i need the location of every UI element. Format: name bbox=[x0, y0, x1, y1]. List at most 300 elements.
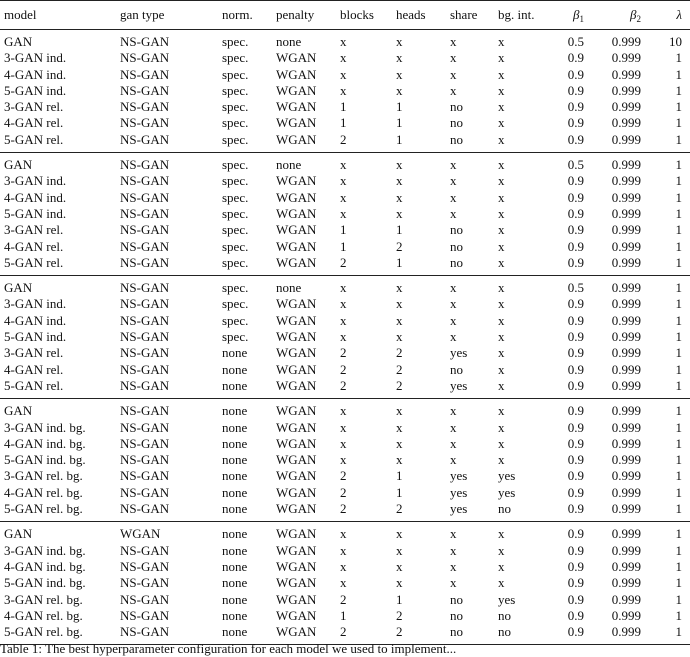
cell-lambda: 1 bbox=[647, 255, 690, 276]
cell-heads: x bbox=[396, 34, 403, 49]
cell-share: no bbox=[450, 607, 463, 623]
cell-norm: spec. bbox=[222, 205, 249, 221]
cell-bg-int: x bbox=[498, 575, 505, 591]
cell-beta1: 0.9 bbox=[567, 173, 584, 189]
cell-blocks: x bbox=[340, 452, 347, 468]
cell-penalty: none bbox=[276, 280, 302, 296]
cell-norm: spec. bbox=[222, 173, 249, 189]
cell-beta1: 0.9 bbox=[567, 222, 584, 238]
cell-penalty: WGAN bbox=[276, 575, 317, 591]
cell-norm: none bbox=[222, 484, 248, 500]
cell-lambda: 1 bbox=[647, 378, 690, 399]
table-row bbox=[0, 420, 690, 436]
cell-beta2: 0.999 bbox=[611, 296, 641, 312]
cell-gan-type: NS-GAN bbox=[120, 361, 170, 377]
cell-heads: x bbox=[396, 312, 403, 328]
cell-penalty: WGAN bbox=[276, 435, 317, 451]
cell-lambda: 1 bbox=[675, 99, 682, 115]
table-row bbox=[0, 399, 690, 420]
cell-bg-int: x bbox=[498, 378, 556, 399]
cell-beta1: 0.9 bbox=[567, 312, 584, 328]
cell-gan-type: NS-GAN bbox=[120, 280, 170, 296]
cell-model: 5-GAN rel. bbox=[0, 132, 120, 153]
cell-beta2: 0.999 bbox=[611, 419, 641, 435]
cell-norm: none bbox=[222, 591, 248, 607]
cell-bg-int: x bbox=[498, 66, 505, 82]
cell-penalty: WGAN bbox=[276, 312, 317, 328]
cell-heads: 2 bbox=[396, 345, 403, 361]
cell-norm: spec. bbox=[222, 99, 249, 115]
cell-share: x bbox=[450, 157, 457, 173]
cell-gan-type: NS-GAN bbox=[120, 624, 222, 645]
cell-penalty: WGAN bbox=[276, 591, 317, 607]
cell-share: no bbox=[450, 115, 463, 131]
cell-heads: 1 bbox=[396, 484, 403, 500]
cell-beta2: 0.999 bbox=[611, 50, 641, 66]
cell-penalty: WGAN bbox=[276, 624, 340, 645]
cell-penalty: WGAN bbox=[276, 329, 317, 345]
cell-bg-int: x bbox=[498, 82, 505, 98]
header-lambda bbox=[647, 1, 690, 30]
header-beta2 bbox=[590, 1, 647, 30]
cell-heads: x bbox=[396, 280, 403, 296]
lambda-symbol: λ bbox=[676, 6, 682, 22]
cell-gan-type: NS-GAN bbox=[120, 115, 170, 131]
cell-share: x bbox=[450, 403, 457, 419]
cell-beta1: 0.9 bbox=[567, 296, 584, 312]
cell-norm: none bbox=[222, 624, 276, 645]
beta1-symbol: β bbox=[573, 6, 580, 22]
cell-gan-type: NS-GAN bbox=[120, 189, 170, 205]
cell-heads: x bbox=[396, 526, 403, 542]
cell-bg-int: x bbox=[498, 238, 505, 254]
cell-norm: none bbox=[222, 403, 248, 419]
table-row bbox=[0, 50, 690, 66]
cell-gan-type: NS-GAN bbox=[120, 558, 170, 574]
cell-lambda: 10 bbox=[669, 34, 682, 49]
cell-beta1: 0.9 bbox=[567, 115, 584, 131]
cell-penalty: WGAN bbox=[276, 222, 317, 238]
cell-norm: none bbox=[222, 526, 248, 542]
cell-beta2: 0.999 bbox=[611, 591, 641, 607]
cell-blocks: 2 bbox=[340, 624, 396, 645]
cell-share: no bbox=[450, 591, 463, 607]
cell-beta1: 0.5 bbox=[567, 34, 584, 49]
cell-model: 3-GAN rel. bbox=[4, 345, 64, 361]
cell-bg-int: x bbox=[498, 157, 505, 173]
cell-model: 4-GAN rel. bbox=[4, 115, 64, 131]
table-row bbox=[0, 378, 690, 399]
cell-blocks: x bbox=[340, 173, 347, 189]
cell-beta2: 0.999 bbox=[590, 255, 647, 276]
table-row bbox=[0, 543, 690, 559]
cell-beta1: 0.9 bbox=[567, 403, 584, 419]
cell-bg-int: x bbox=[498, 419, 505, 435]
cell-gan-type: NS-GAN bbox=[120, 34, 170, 49]
cell-share: no bbox=[450, 255, 498, 276]
cell-gan-type: NS-GAN bbox=[120, 329, 170, 345]
header-row bbox=[0, 1, 690, 30]
cell-beta1: 0.9 bbox=[567, 82, 584, 98]
cell-heads: x bbox=[396, 403, 403, 419]
table-row bbox=[0, 153, 690, 174]
cell-beta1: 0.9 bbox=[567, 591, 584, 607]
cell-beta1: 0.9 bbox=[567, 607, 584, 623]
cell-model: 3-GAN ind. bbox=[4, 173, 67, 189]
cell-blocks: x bbox=[340, 542, 347, 558]
cell-norm: none bbox=[222, 419, 248, 435]
cell-beta2: 0.999 bbox=[590, 501, 647, 522]
cell-share: yes bbox=[450, 345, 468, 361]
table-row bbox=[0, 362, 690, 378]
cell-heads: x bbox=[396, 205, 403, 221]
cell-norm: spec. bbox=[222, 222, 249, 238]
cell-bg-int: x bbox=[498, 558, 505, 574]
cell-bg-int: x bbox=[498, 222, 505, 238]
cell-heads: x bbox=[396, 575, 403, 591]
cell-model: GAN bbox=[4, 34, 33, 49]
table-row bbox=[0, 436, 690, 452]
cell-norm: spec. bbox=[222, 189, 249, 205]
table-row bbox=[0, 296, 690, 312]
cell-blocks: 2 bbox=[340, 501, 396, 522]
cell-penalty: WGAN bbox=[276, 173, 317, 189]
table-row bbox=[0, 115, 690, 131]
cell-penalty: WGAN bbox=[276, 50, 317, 66]
table-row bbox=[0, 222, 690, 238]
cell-share: x bbox=[450, 452, 457, 468]
cell-model: 3-GAN rel. bbox=[4, 99, 64, 115]
table-row bbox=[0, 559, 690, 575]
cell-heads: 2 bbox=[396, 238, 403, 254]
cell-norm: spec. bbox=[222, 157, 249, 173]
cell-bg-int: x bbox=[498, 280, 505, 296]
cell-gan-type: NS-GAN bbox=[120, 591, 170, 607]
cell-heads: 2 bbox=[396, 501, 450, 522]
cell-gan-type: NS-GAN bbox=[120, 607, 170, 623]
cell-gan-type: NS-GAN bbox=[120, 173, 170, 189]
cell-norm: none bbox=[222, 345, 248, 361]
cell-heads: x bbox=[396, 82, 403, 98]
cell-blocks: 1 bbox=[340, 99, 347, 115]
cell-model: 4-GAN rel. bg. bbox=[4, 484, 83, 500]
cell-share: no bbox=[450, 238, 463, 254]
table-row bbox=[0, 329, 690, 345]
cell-beta1: 0.9 bbox=[567, 99, 584, 115]
cell-share: yes bbox=[450, 484, 468, 500]
cell-heads: 2 bbox=[396, 624, 450, 645]
cell-penalty: WGAN bbox=[276, 132, 340, 153]
cell-share: x bbox=[450, 296, 457, 312]
cell-norm: spec. bbox=[222, 82, 249, 98]
cell-beta2: 0.999 bbox=[611, 99, 641, 115]
cell-beta1: 0.9 bbox=[567, 50, 584, 66]
cell-norm: none bbox=[222, 607, 248, 623]
cell-penalty: WGAN bbox=[276, 361, 317, 377]
header-blocks: blocks bbox=[340, 1, 396, 30]
cell-blocks: x bbox=[340, 66, 347, 82]
cell-lambda: 1 bbox=[675, 82, 682, 98]
cell-share: x bbox=[450, 50, 457, 66]
table-row bbox=[0, 276, 690, 297]
cell-heads: 1 bbox=[396, 255, 450, 276]
header-gan-type: gan type bbox=[120, 1, 222, 30]
cell-share: yes bbox=[450, 501, 498, 522]
table-row bbox=[0, 30, 690, 51]
cell-beta2: 0.999 bbox=[611, 115, 641, 131]
cell-gan-type: NS-GAN bbox=[120, 575, 170, 591]
cell-penalty: WGAN bbox=[276, 296, 317, 312]
cell-beta1: 0.9 bbox=[556, 255, 590, 276]
cell-bg-int: yes bbox=[498, 591, 516, 607]
cell-blocks: 1 bbox=[340, 607, 347, 623]
cell-heads: 1 bbox=[396, 132, 450, 153]
cell-beta1: 0.9 bbox=[567, 345, 584, 361]
cell-lambda: 1 bbox=[675, 205, 682, 221]
cell-lambda: 1 bbox=[675, 66, 682, 82]
cell-penalty: WGAN bbox=[276, 542, 317, 558]
cell-blocks: 1 bbox=[340, 222, 347, 238]
cell-lambda: 1 bbox=[647, 624, 690, 645]
cell-share: yes bbox=[450, 378, 498, 399]
cell-penalty: WGAN bbox=[276, 526, 317, 542]
cell-bg-int: x bbox=[498, 296, 505, 312]
cell-bg-int: x bbox=[498, 361, 505, 377]
cell-penalty: WGAN bbox=[276, 607, 317, 623]
beta2-symbol: β bbox=[630, 6, 637, 22]
cell-model: 4-GAN ind. bg. bbox=[4, 558, 86, 574]
header-penalty: penalty bbox=[276, 1, 340, 30]
table-row bbox=[0, 190, 690, 206]
cell-beta2: 0.999 bbox=[611, 34, 641, 49]
cell-beta2: 0.999 bbox=[611, 484, 641, 500]
cell-lambda: 1 bbox=[675, 345, 682, 361]
cell-penalty: WGAN bbox=[276, 115, 317, 131]
cell-gan-type: NS-GAN bbox=[120, 468, 170, 484]
cell-model: 4-GAN ind. bbox=[4, 66, 67, 82]
cell-gan-type: NS-GAN bbox=[120, 403, 170, 419]
table-header bbox=[0, 1, 690, 30]
cell-model: 4-GAN rel. bbox=[4, 361, 64, 377]
cell-beta1: 0.9 bbox=[556, 132, 590, 153]
cell-share: no bbox=[450, 624, 498, 645]
table-row bbox=[0, 132, 690, 153]
cell-share: x bbox=[450, 82, 457, 98]
cell-model: 3-GAN ind. bg. bbox=[4, 542, 86, 558]
cell-gan-type: NS-GAN bbox=[120, 484, 170, 500]
cell-beta1: 0.9 bbox=[567, 419, 584, 435]
cell-share: x bbox=[450, 312, 457, 328]
header-norm: norm. bbox=[222, 1, 276, 30]
cell-bg-int: x bbox=[498, 329, 505, 345]
table-row bbox=[0, 501, 690, 522]
cell-norm: spec. bbox=[222, 132, 276, 153]
cell-gan-type: NS-GAN bbox=[120, 222, 170, 238]
cell-lambda: 1 bbox=[675, 329, 682, 345]
cell-lambda: 1 bbox=[675, 526, 682, 542]
table-row bbox=[0, 485, 690, 501]
cell-penalty: WGAN bbox=[276, 238, 317, 254]
cell-beta1: 0.9 bbox=[567, 468, 584, 484]
table-body bbox=[0, 30, 690, 645]
cell-beta2: 0.999 bbox=[611, 280, 641, 296]
table-row bbox=[0, 173, 690, 189]
cell-lambda: 1 bbox=[675, 222, 682, 238]
cell-bg-int: x bbox=[498, 99, 505, 115]
cell-blocks: x bbox=[340, 157, 347, 173]
cell-blocks: x bbox=[340, 312, 347, 328]
cell-gan-type: NS-GAN bbox=[120, 255, 222, 276]
cell-heads: 2 bbox=[396, 361, 403, 377]
cell-gan-type: NS-GAN bbox=[120, 238, 170, 254]
cell-penalty: none bbox=[276, 157, 302, 173]
cell-beta1: 0.9 bbox=[567, 189, 584, 205]
cell-share: x bbox=[450, 419, 457, 435]
cell-share: no bbox=[450, 222, 463, 238]
table-caption: Table 1: The best hyperparameter configuration for each model we used to implement... bbox=[0, 641, 457, 656]
cell-gan-type: NS-GAN bbox=[120, 157, 170, 173]
cell-beta2: 0.999 bbox=[611, 452, 641, 468]
cell-heads: 1 bbox=[396, 99, 403, 115]
cell-model: 4-GAN ind. bg. bbox=[4, 435, 86, 451]
cell-lambda: 1 bbox=[675, 157, 682, 173]
cell-model: 5-GAN ind. bg. bbox=[4, 575, 86, 591]
cell-model: 3-GAN rel. bg. bbox=[4, 468, 83, 484]
table-row bbox=[0, 608, 690, 624]
cell-bg-int: yes bbox=[498, 468, 516, 484]
cell-heads: 1 bbox=[396, 222, 403, 238]
cell-blocks: x bbox=[340, 526, 347, 542]
cell-heads: 2 bbox=[396, 378, 450, 399]
cell-blocks: x bbox=[340, 419, 347, 435]
table-row bbox=[0, 206, 690, 222]
cell-penalty: WGAN bbox=[276, 66, 317, 82]
cell-lambda: 1 bbox=[675, 468, 682, 484]
cell-model: 3-GAN ind. bg. bbox=[4, 419, 86, 435]
cell-gan-type: NS-GAN bbox=[120, 419, 170, 435]
cell-lambda: 1 bbox=[675, 542, 682, 558]
cell-beta2: 0.999 bbox=[611, 173, 641, 189]
cell-beta1: 0.9 bbox=[567, 238, 584, 254]
cell-share: x bbox=[450, 205, 457, 221]
cell-model: 3-GAN rel. bg. bbox=[4, 591, 83, 607]
cell-model: 5-GAN rel. bbox=[0, 255, 120, 276]
cell-share: no bbox=[450, 99, 463, 115]
cell-penalty: WGAN bbox=[276, 189, 317, 205]
cell-share: x bbox=[450, 558, 457, 574]
cell-bg-int: x bbox=[498, 34, 505, 49]
cell-norm: spec. bbox=[222, 329, 249, 345]
cell-heads: x bbox=[396, 173, 403, 189]
cell-gan-type: NS-GAN bbox=[120, 452, 170, 468]
cell-bg-int: x bbox=[498, 115, 505, 131]
cell-blocks: 2 bbox=[340, 255, 396, 276]
cell-norm: spec. bbox=[222, 50, 249, 66]
cell-lambda: 1 bbox=[647, 132, 690, 153]
cell-norm: spec. bbox=[222, 255, 276, 276]
cell-penalty: WGAN bbox=[276, 378, 340, 399]
cell-gan-type: NS-GAN bbox=[120, 345, 170, 361]
header-bg-int: bg. int. bbox=[498, 1, 556, 30]
cell-beta2: 0.999 bbox=[611, 575, 641, 591]
cell-penalty: WGAN bbox=[276, 484, 317, 500]
cell-heads: x bbox=[396, 66, 403, 82]
cell-blocks: x bbox=[340, 558, 347, 574]
cell-model: 3-GAN ind. bbox=[4, 50, 67, 66]
cell-blocks: x bbox=[340, 296, 347, 312]
cell-lambda: 1 bbox=[675, 607, 682, 623]
table-row bbox=[0, 575, 690, 591]
cell-beta2: 0.999 bbox=[590, 624, 647, 645]
cell-lambda: 1 bbox=[647, 501, 690, 522]
cell-penalty: WGAN bbox=[276, 255, 340, 276]
cell-bg-int: x bbox=[498, 312, 505, 328]
table-row bbox=[0, 255, 690, 276]
cell-beta2: 0.999 bbox=[611, 157, 641, 173]
cell-model: 3-GAN ind. bbox=[4, 296, 67, 312]
cell-bg-int: x bbox=[498, 345, 505, 361]
cell-beta1: 0.9 bbox=[556, 378, 590, 399]
cell-penalty: none bbox=[276, 34, 302, 49]
cell-lambda: 1 bbox=[675, 189, 682, 205]
cell-gan-type: NS-GAN bbox=[120, 50, 170, 66]
cell-beta2: 0.999 bbox=[611, 345, 641, 361]
cell-penalty: WGAN bbox=[276, 558, 317, 574]
cell-norm: none bbox=[222, 378, 276, 399]
cell-share: x bbox=[450, 329, 457, 345]
cell-beta2: 0.999 bbox=[611, 468, 641, 484]
cell-penalty: WGAN bbox=[276, 345, 317, 361]
cell-model: 5-GAN ind. bbox=[4, 82, 67, 98]
cell-blocks: 1 bbox=[340, 115, 347, 131]
cell-beta2: 0.999 bbox=[611, 329, 641, 345]
table-row bbox=[0, 313, 690, 329]
cell-lambda: 1 bbox=[675, 403, 682, 419]
cell-gan-type: NS-GAN bbox=[120, 99, 170, 115]
cell-model: GAN bbox=[4, 157, 33, 173]
cell-gan-type: NS-GAN bbox=[120, 542, 170, 558]
table-row bbox=[0, 345, 690, 361]
cell-lambda: 1 bbox=[675, 575, 682, 591]
cell-share: x bbox=[450, 173, 457, 189]
cell-share: x bbox=[450, 280, 457, 296]
cell-beta2: 0.999 bbox=[611, 607, 641, 623]
cell-model: 4-GAN ind. bbox=[4, 312, 67, 328]
cell-beta1: 0.9 bbox=[567, 361, 584, 377]
cell-norm: spec. bbox=[222, 296, 249, 312]
cell-share: x bbox=[450, 66, 457, 82]
cell-beta2: 0.999 bbox=[611, 542, 641, 558]
cell-lambda: 1 bbox=[675, 591, 682, 607]
cell-norm: none bbox=[222, 575, 248, 591]
cell-lambda: 1 bbox=[675, 452, 682, 468]
cell-beta2: 0.999 bbox=[611, 66, 641, 82]
table-row bbox=[0, 83, 690, 99]
cell-beta2: 0.999 bbox=[611, 361, 641, 377]
cell-heads: x bbox=[396, 435, 403, 451]
cell-beta2: 0.999 bbox=[611, 205, 641, 221]
cell-beta1: 0.9 bbox=[556, 501, 590, 522]
cell-penalty: WGAN bbox=[276, 452, 317, 468]
cell-beta2: 0.999 bbox=[611, 238, 641, 254]
cell-norm: none bbox=[222, 501, 276, 522]
cell-gan-type: NS-GAN bbox=[120, 296, 170, 312]
cell-heads: 1 bbox=[396, 591, 403, 607]
cell-bg-int: x bbox=[498, 205, 505, 221]
cell-model: 5-GAN ind. bg. bbox=[4, 452, 86, 468]
cell-beta1: 0.9 bbox=[567, 66, 584, 82]
cell-blocks: 2 bbox=[340, 132, 396, 153]
